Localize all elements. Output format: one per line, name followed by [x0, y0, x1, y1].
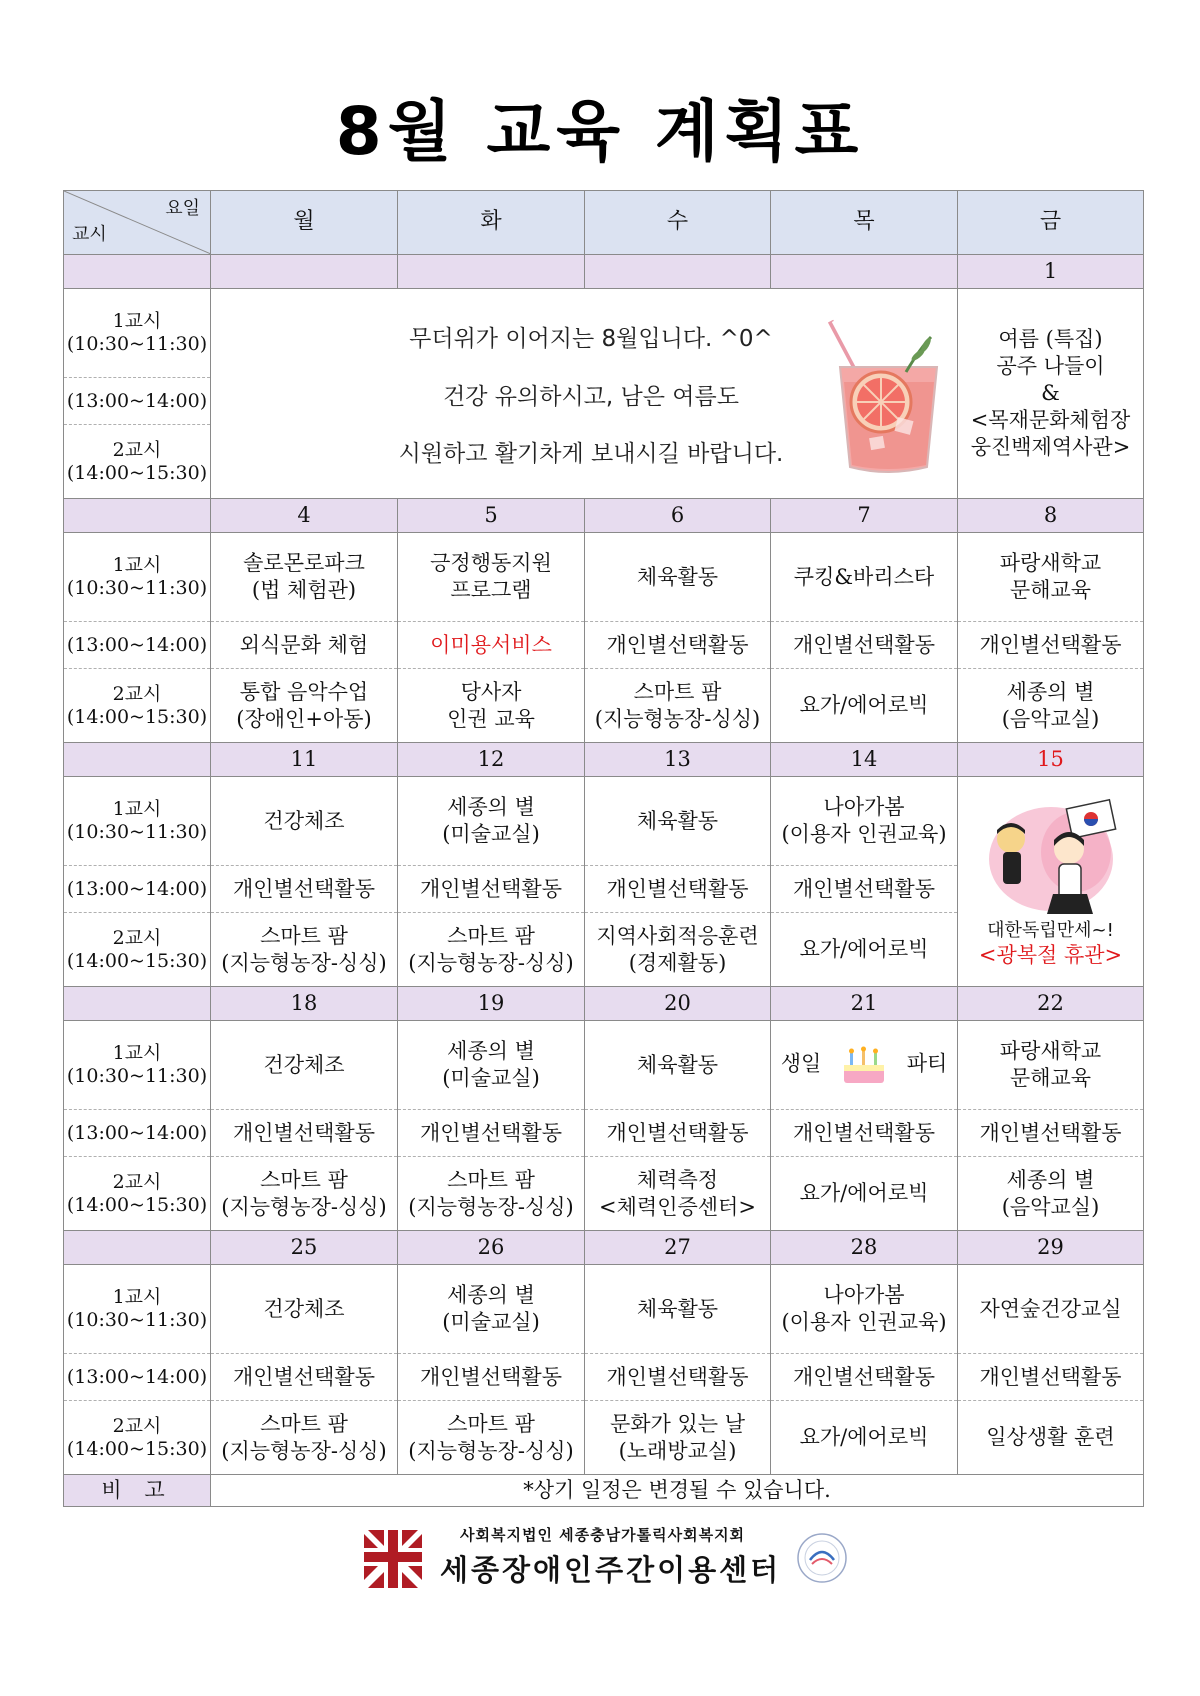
period-1-cell: 1교시 (10:30~11:30): [64, 533, 211, 622]
activity-cell: 체력측정 <체력인증센터>: [585, 1157, 771, 1231]
activity-cell: 스마트 팜 (지능형농장-싱싱): [211, 913, 398, 987]
activity-cell: 외식문화 체험: [211, 622, 398, 669]
activity-cell: 스마트 팜 (지능형농장-싱싱): [585, 669, 771, 743]
org-parent-name: 사회복지법인 세종충남가톨릭사회복지회: [460, 1526, 746, 1544]
activity-cell: 건강체조: [211, 1265, 398, 1354]
sejong-city-seal-icon: [796, 1532, 848, 1584]
activity-cell: 건강체조: [211, 1021, 398, 1110]
date-cell: 20: [585, 987, 771, 1021]
date-cell: 18: [211, 987, 398, 1021]
header-row: [64, 191, 1144, 255]
lunch-time-cell: (13:00~14:00): [64, 866, 211, 913]
corner-yoil: 요일: [165, 198, 200, 219]
activity-cell: 스마트 팜 (지능형농장-싱싱): [398, 1157, 585, 1231]
independence-day-icon: [981, 794, 1121, 919]
activity-cell: 개인별선택활동: [585, 866, 771, 913]
page-title: 8월 교육 계획표: [335, 93, 865, 170]
lunch-time-cell: (13:00~14:00): [64, 1354, 211, 1401]
date-cell: 28: [771, 1231, 958, 1265]
holiday-message: 대한독립만세~!: [987, 920, 1114, 942]
activity-cell: 긍정행동지원 프로그램: [398, 533, 585, 622]
date-cell: 26: [398, 1231, 585, 1265]
activity-cell: 일상생활 훈련: [958, 1401, 1144, 1475]
date-cell: 21: [771, 987, 958, 1021]
date-row-week3: [64, 743, 1144, 777]
birthday-cake-icon: [836, 1043, 892, 1087]
activity-cell: 개인별선택활동: [771, 1110, 958, 1157]
date-cell: 5: [398, 499, 585, 533]
week2-lunch-row: [64, 622, 1144, 669]
week3-p1-row: [64, 777, 1144, 866]
activity-cell: 세종의 별 (음악교실): [958, 669, 1144, 743]
activity-cell: 개인별선택활동: [398, 1110, 585, 1157]
activity-cell: 개인별선택활동: [958, 1110, 1144, 1157]
remark-label: 비 고: [64, 1475, 211, 1507]
week2-p1-row: [64, 533, 1144, 622]
activity-cell: 개인별선택활동: [398, 866, 585, 913]
date-cell-holiday: 15: [958, 743, 1144, 777]
date-row-week5: [64, 1231, 1144, 1265]
date-cell: 29: [958, 1231, 1144, 1265]
activity-cell: 나아가봄 (이용자 인권교육): [771, 777, 958, 866]
day-tue: 화: [398, 191, 585, 255]
notice-message: 무더위가 이어지는 8월입니다. ^0^ 건강 유의하시고, 남은 여름도 시원하고 활기차게 보내시길 바랍니다.: [398, 326, 784, 467]
activity-cell: 스마트 팜 (지능형농장-싱싱): [398, 1401, 585, 1475]
activity-cell: 세종의 별 (음악교실): [958, 1157, 1144, 1231]
period-1-cell: 1교시 (10:30~11:30): [64, 1265, 211, 1354]
schedule-table: [63, 190, 1144, 1507]
activity-cell: 파랑새학교 문해교육: [958, 1021, 1144, 1110]
activity-cell: 세종의 별 (미술교실): [398, 1021, 585, 1110]
date-cell: 12: [398, 743, 585, 777]
week2-p2-row: [64, 669, 1144, 743]
activity-cell: 요가/에어로빅: [771, 913, 958, 987]
remark-text: *상기 일정은 변경될 수 있습니다.: [211, 1475, 1144, 1507]
activity-cell: 솔로몬로파크 (법 체험관): [211, 533, 398, 622]
activity-cell: 요가/에어로빅: [771, 1401, 958, 1475]
lunch-time-cell: (13:00~14:00): [64, 622, 211, 669]
period-2-cell: 2교시 (14:00~15:30): [64, 1157, 211, 1231]
activity-cell: 개인별선택활동: [771, 622, 958, 669]
week4-p2-row: [64, 1157, 1144, 1231]
activity-cell: 개인별선택활동: [211, 1354, 398, 1401]
corner-gyosi: 교시: [72, 223, 107, 245]
activity-cell: 지역사회적응훈련 (경제활동): [585, 913, 771, 987]
period-2-cell: 2교시 (14:00~15:30): [64, 669, 211, 743]
activity-cell: 개인별선택활동: [398, 1354, 585, 1401]
activity-cell: 개인별선택활동: [771, 1354, 958, 1401]
activity-cell: 문화가 있는 날 (노래방교실): [585, 1401, 771, 1475]
activity-cell: 스마트 팜 (지능형농장-싱싱): [211, 1401, 398, 1475]
activity-cell: 건강체조: [211, 777, 398, 866]
grapefruit-drink-icon: [826, 307, 951, 477]
activity-cell: 개인별선택활동: [211, 1110, 398, 1157]
notice-message-cell: [211, 289, 958, 499]
period-1-cell: 1교시 (10:30~11:30): [64, 289, 211, 378]
period-2-cell: 2교시 (14:00~15:30): [64, 425, 211, 499]
day-mon: 월: [211, 191, 398, 255]
day-fri: 금: [958, 191, 1144, 255]
period-1-cell: 1교시 (10:30~11:30): [64, 777, 211, 866]
week4-lunch-row: [64, 1110, 1144, 1157]
remark-row: [64, 1475, 1144, 1507]
activity-cell: 나아가봄 (이용자 인권교육): [771, 1265, 958, 1354]
activity-cell: 스마트 팜 (지능형농장-싱싱): [211, 1157, 398, 1231]
holiday-label: <광복절 휴관>: [978, 943, 1123, 968]
week4-p1-row: [64, 1021, 1144, 1110]
activity-cell: 통합 음악수업 (장애인+아동): [211, 669, 398, 743]
activity-cell: 체육활동: [585, 533, 771, 622]
activity-cell: 스마트 팜 (지능형농장-싱싱): [398, 913, 585, 987]
date-cell: 19: [398, 987, 585, 1021]
activity-cell: 개인별선택활동: [211, 866, 398, 913]
holiday-cell: [958, 777, 1144, 987]
activity-cell: 요가/에어로빅: [771, 669, 958, 743]
week5-p2-row: [64, 1401, 1144, 1475]
fri-summer-special-cell: 여름 (특집) 공주 나들이 & <목재문화체험장 웅진백제역사관>: [958, 289, 1144, 499]
week5-p1-row: [64, 1265, 1144, 1354]
day-thu: 목: [771, 191, 958, 255]
activity-cell: 자연숲건강교실: [958, 1265, 1144, 1354]
activity-cell: 개인별선택활동: [958, 622, 1144, 669]
activity-cell: 쿠킹&바리스타: [771, 533, 958, 622]
activity-cell: 요가/에어로빅: [771, 1157, 958, 1231]
footer: [360, 1522, 860, 1596]
activity-cell-highlight: 이미용서비스: [398, 622, 585, 669]
period-2-cell: 2교시 (14:00~15:30): [64, 1401, 211, 1475]
activity-cell: 체육활동: [585, 777, 771, 866]
date-cell: 22: [958, 987, 1144, 1021]
period-1-cell: 1교시 (10:30~11:30): [64, 1021, 211, 1110]
org-name: 세종장애인주간이용센터: [440, 1553, 782, 1587]
date-cell: 1: [958, 255, 1144, 289]
date-row-week2: [64, 499, 1144, 533]
activity-cell: 체육활동: [585, 1265, 771, 1354]
date-cell: 13: [585, 743, 771, 777]
activity-cell: 세종의 별 (미술교실): [398, 777, 585, 866]
date-cell: 25: [211, 1231, 398, 1265]
activity-cell: 개인별선택활동: [585, 622, 771, 669]
date-cell: 7: [771, 499, 958, 533]
activity-cell: 개인별선택활동: [771, 866, 958, 913]
date-cell: 11: [211, 743, 398, 777]
caritas-logo-icon: [360, 1526, 426, 1592]
activity-cell: 체육활동: [585, 1021, 771, 1110]
week1-p1-row: [64, 289, 1144, 378]
date-row-week4: [64, 987, 1144, 1021]
lunch-time-cell: (13:00~14:00): [64, 1110, 211, 1157]
corner-cell: [64, 191, 211, 255]
date-cell: 6: [585, 499, 771, 533]
period-2-cell: 2교시 (14:00~15:30): [64, 913, 211, 987]
date-cell: 27: [585, 1231, 771, 1265]
week5-lunch-row: [64, 1354, 1144, 1401]
activity-cell: 개인별선택활동: [958, 1354, 1144, 1401]
lunch-time-cell: (13:00~14:00): [64, 378, 211, 425]
day-wed: 수: [585, 191, 771, 255]
date-cell: 8: [958, 499, 1144, 533]
activity-cell: 세종의 별 (미술교실): [398, 1265, 585, 1354]
activity-cell: 파랑새학교 문해교육: [958, 533, 1144, 622]
activity-cell: 개인별선택활동: [585, 1354, 771, 1401]
activity-cell: 당사자 인권 교육: [398, 669, 585, 743]
birthday-party-cell: 생일 파티: [771, 1021, 958, 1110]
activity-cell: 개인별선택활동: [585, 1110, 771, 1157]
date-cell: 14: [771, 743, 958, 777]
date-cell: 4: [211, 499, 398, 533]
date-row-week1: [64, 255, 1144, 289]
